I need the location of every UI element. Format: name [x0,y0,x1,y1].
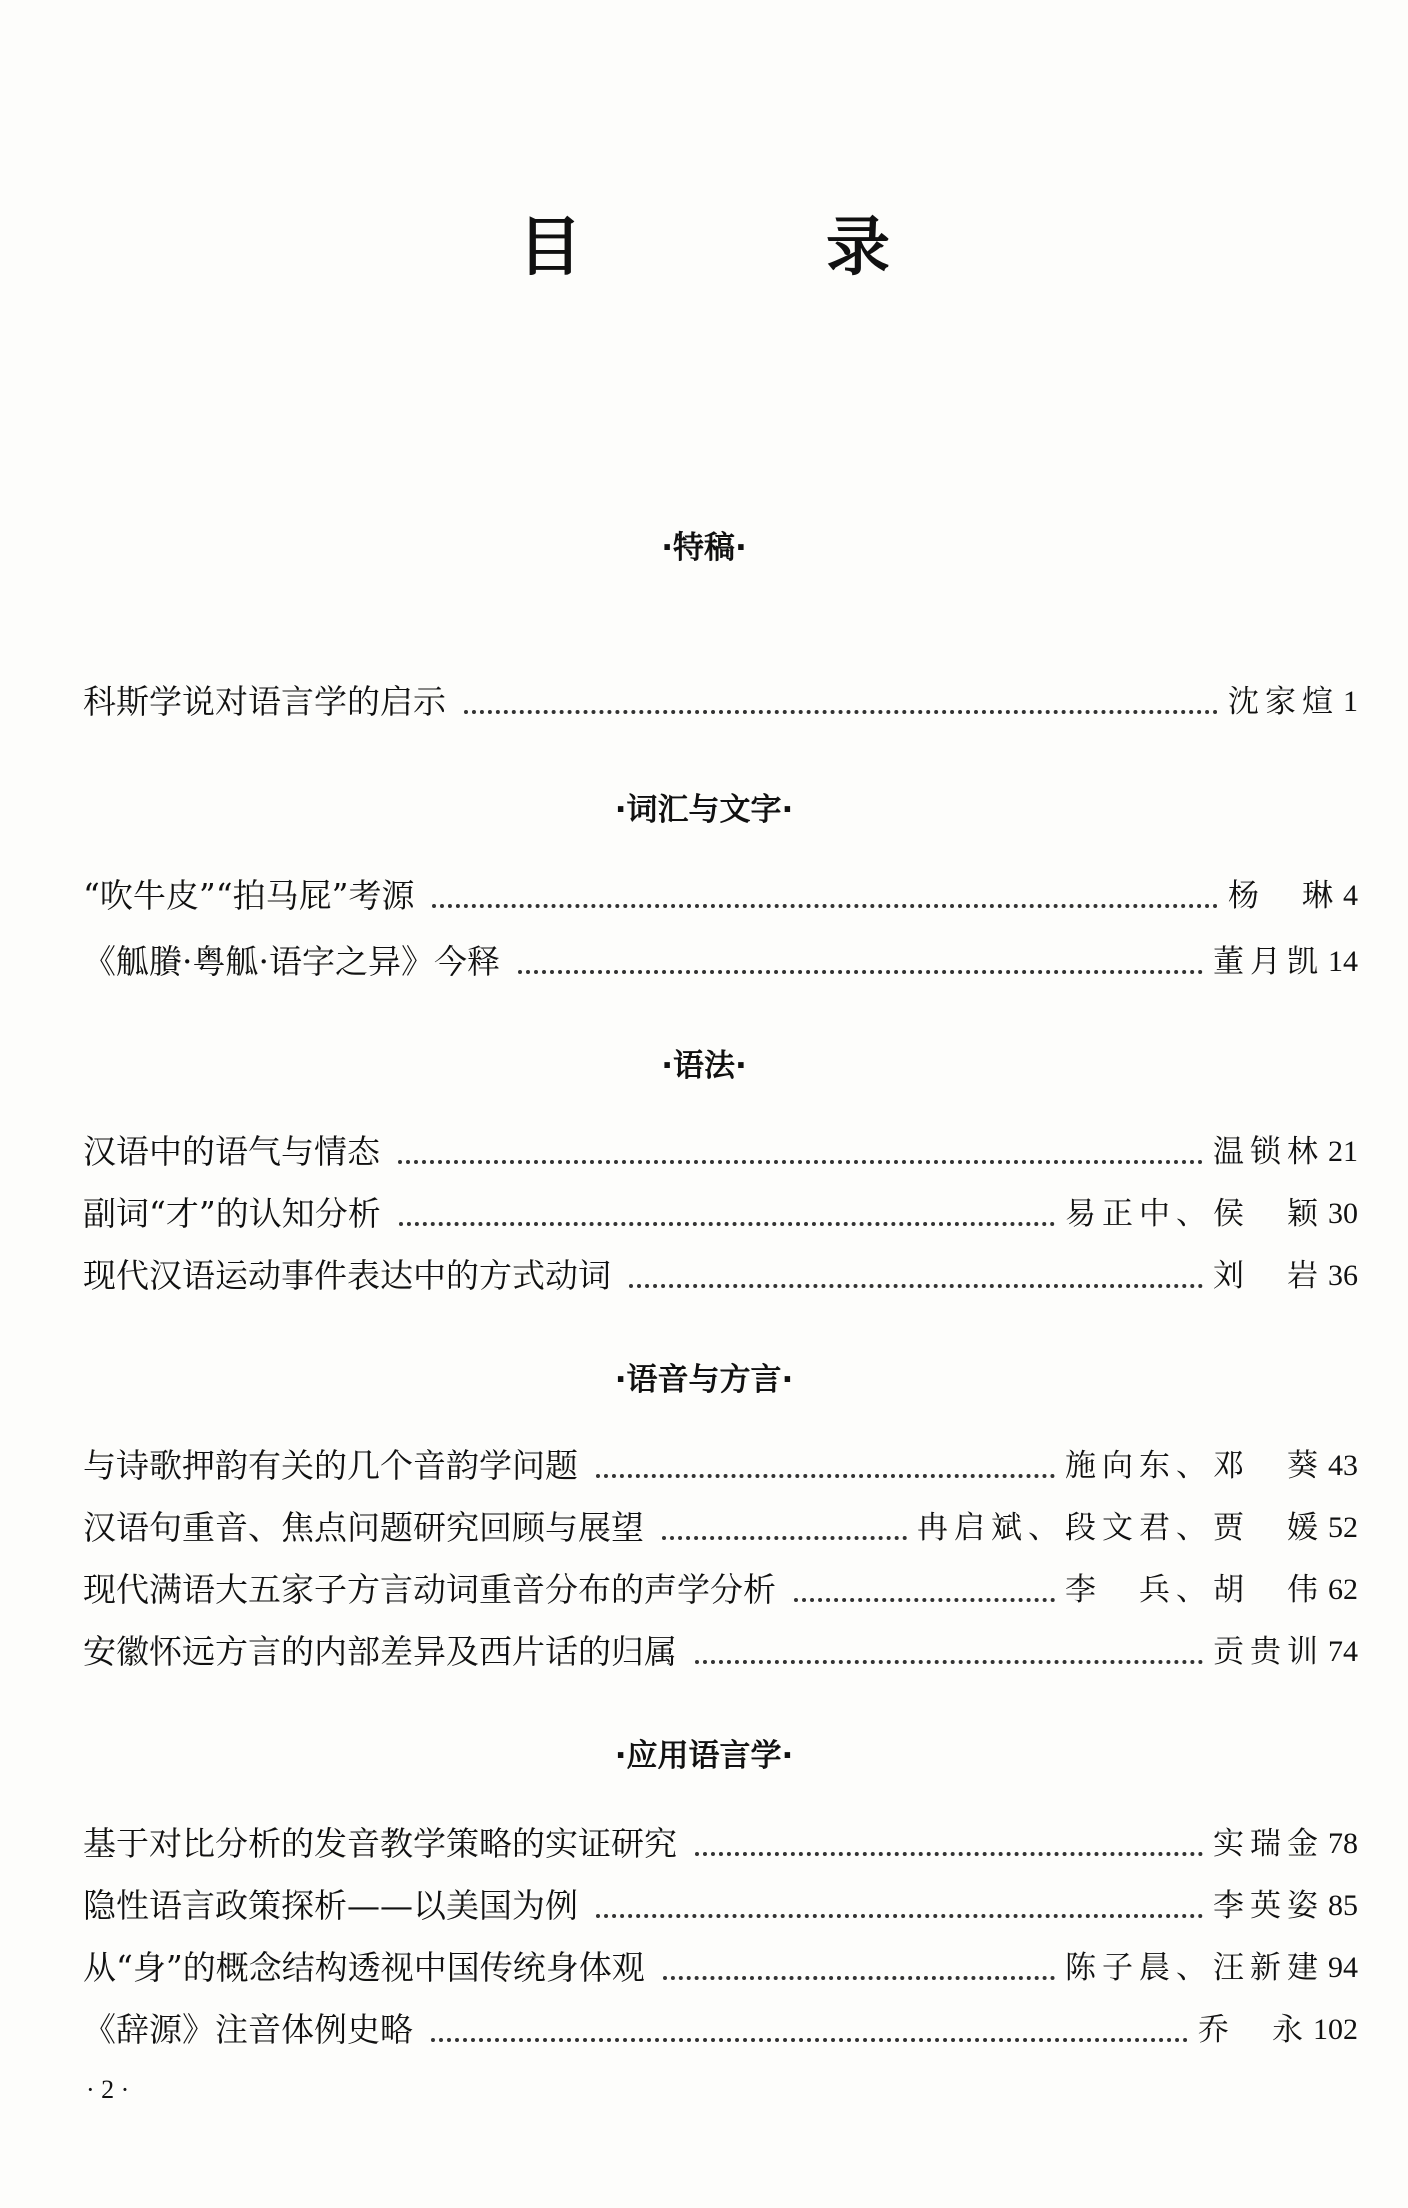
dot-leader [663,1976,1055,1980]
entry-title: 《辞源》注音体例史略 [83,2010,413,2049]
entry-author: 董月凯 [1213,944,1324,980]
entry-author: 杨 琳 [1228,878,1339,914]
dot-leader [432,904,1218,908]
entry-page: 21 [1328,1135,1358,1168]
dot-leader [695,1660,1203,1664]
toc-entry[interactable] [83,1884,1358,1928]
dot-leader [695,1852,1203,1856]
section-heading-grammar: ·语法· [661,1048,747,1084]
entry-title: 安徽怀远方言的内部差异及西片话的归属 [83,1632,677,1671]
toc-entry[interactable] [83,940,1358,984]
entry-title: 现代汉语运动事件表达中的方式动词 [83,1256,611,1295]
toc-entry[interactable] [83,1130,1358,1174]
entry-author: 刘 岩 [1213,1258,1324,1294]
section-heading-vocabulary: ·词汇与文字· [614,792,794,828]
section-heading-special: ·特稿· [661,530,747,566]
dot-leader [629,1284,1203,1288]
page-number: · 2 · [86,2075,130,2104]
entry-author: 实瑞金 [1213,1826,1324,1862]
entry-title: 与诗歌押韵有关的几个音韵学问题 [83,1446,578,1485]
toc-entry[interactable] [83,680,1358,724]
toc-entry[interactable] [83,2008,1358,2052]
entry-author: 易正中、侯 颖 [1065,1196,1324,1232]
toc-entry[interactable] [83,1946,1358,1990]
entry-page: 94 [1328,1951,1358,1984]
entry-author: 沈家煊 [1228,684,1339,720]
dot-leader [794,1598,1055,1602]
dot-leader [399,1222,1055,1226]
toc-entry[interactable] [83,1192,1358,1236]
dot-leader [398,1160,1203,1164]
page-title: 目 录 [518,211,980,285]
entry-page: 14 [1328,945,1358,978]
dot-leader [518,970,1203,974]
entry-title: 汉语中的语气与情态 [83,1132,380,1171]
entry-title: 《觚賸·粤觚·语字之异》今释 [83,942,500,981]
entry-page: 36 [1328,1259,1358,1292]
entry-page: 1 [1343,685,1358,718]
entry-author: 施向东、邓 葵 [1065,1448,1324,1484]
section-heading-applied-linguistics: ·应用语言学· [614,1738,794,1774]
toc-entry[interactable] [83,1630,1358,1674]
entry-page: 52 [1328,1511,1358,1544]
entry-author: 冉启斌、段文君、贾 媛 [917,1510,1324,1546]
toc-entry[interactable] [83,1506,1358,1550]
entry-page: 102 [1313,2013,1358,2046]
entry-title: 科斯学说对语言学的启示 [83,682,446,721]
toc-entry[interactable] [83,1568,1358,1612]
entry-page: 78 [1328,1827,1358,1860]
dot-leader [464,710,1218,714]
entry-author: 李英姿 [1213,1888,1324,1924]
entry-title: 从“身”的概念结构透视中国传统身体观 [83,1948,645,1987]
entry-page: 85 [1328,1889,1358,1922]
dot-leader [431,2038,1188,2042]
entry-title: “吹牛皮”“拍马屁”考源 [83,876,415,915]
entry-page: 62 [1328,1573,1358,1606]
dot-leader [596,1914,1203,1918]
dot-leader [662,1536,907,1540]
entry-title: 副词“才”的认知分析 [83,1194,381,1233]
dot-leader [596,1474,1055,1478]
toc-entry[interactable] [83,1822,1358,1866]
entry-title: 隐性语言政策探析——以美国为例 [83,1886,578,1925]
entry-author: 贡贵训 [1213,1634,1324,1670]
entry-author: 陈子晨、汪新建 [1065,1950,1324,1986]
entry-title: 基于对比分析的发音教学策略的实证研究 [83,1824,677,1863]
entry-page: 74 [1328,1635,1358,1668]
toc-entry[interactable] [83,874,1358,918]
entry-author: 温锁林 [1213,1134,1324,1170]
entry-title: 现代满语大五家子方言动词重音分布的声学分析 [83,1570,776,1609]
entry-author: 乔 永 [1198,2012,1309,2048]
toc-entry[interactable] [83,1444,1358,1488]
entry-page: 30 [1328,1197,1358,1230]
section-heading-phonetics: ·语音与方言· [614,1362,794,1398]
toc-entry[interactable] [83,1254,1358,1298]
entry-page: 4 [1343,879,1358,912]
entry-page: 43 [1328,1449,1358,1482]
entry-title: 汉语句重音、焦点问题研究回顾与展望 [83,1508,644,1547]
entry-author: 李 兵、胡 伟 [1065,1572,1324,1608]
